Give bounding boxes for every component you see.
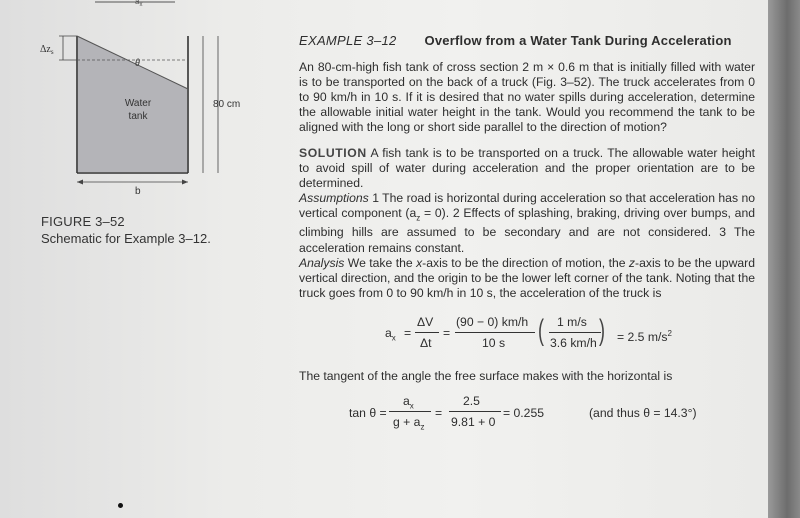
eq1-lhs-a: a: [385, 325, 392, 340]
assumptions-label: Assumptions: [299, 190, 369, 205]
solution-intro: [299, 146, 755, 191]
eq1-equals: =: [404, 325, 412, 340]
theta-label: θ: [135, 58, 140, 69]
analysis-text-c: -axis to be the upward vertical direction, and the origin to be the lower left corner of the tank. Noting that the truck goes from 0 to 90 km/h in 10 s, the acceleration of the truck is: [299, 255, 755, 300]
eq2-den-text: g + a: [393, 415, 421, 430]
eq1-frac1-line: [415, 332, 439, 333]
analysis-label: Analysis: [299, 255, 345, 270]
eq2-num-sub: x: [409, 401, 414, 411]
water-label: Water: [124, 98, 152, 109]
eq1-den-dt: Δt: [420, 335, 432, 350]
eq1-result: [617, 326, 672, 345]
example-label: EXAMPLE 3–12: [299, 33, 397, 48]
eq1-paren-left: (: [538, 313, 544, 347]
eq2-lhs: tan θ =: [349, 406, 387, 421]
eq2-num-a: a: [403, 394, 410, 409]
eq2-num-value: 2.5: [463, 394, 480, 409]
eq2-den-sub: z: [420, 422, 425, 432]
figure-caption-text: Schematic for Example 3–12.: [41, 231, 211, 246]
eq1-lhs: [385, 326, 396, 346]
delta-z-label: $\Delta z_s$: [40, 44, 54, 56]
eq1-equals-2: =: [443, 325, 451, 340]
eq1-result-sup: 2: [667, 328, 672, 338]
page-binding-edge: [768, 0, 800, 518]
assumption-2: 2 Effects of splashing, braking, driving over bumps, and climbing hills are assumed to be secondary and are not considered.: [299, 205, 756, 240]
assumption-1-sub: z: [416, 213, 421, 223]
eq1-frac2-line: [455, 332, 535, 333]
eq1-den-conv: 3.6 km/h: [550, 335, 597, 350]
width-arrow-right: [182, 180, 188, 185]
analysis-text-a: We take the: [347, 255, 417, 270]
assumption-1b: = 0).: [420, 205, 453, 220]
eq2-frac1-line: [389, 411, 431, 412]
eq1-frac3-line: [549, 332, 601, 333]
assumptions-paragraph: [299, 191, 755, 256]
eq1-den-time: 10 s: [482, 335, 506, 350]
problem-statement: An 80-cm-high fish tank of cross section 2 m × 0.6 m that is initially filled with water is to be transported on the back of a truck (Fig. 3–52). The truck accelerates from 0 to 90 km/h in 10 s. If it is desired that no water spills during acceleration, determine the allowable initial water height in the tank. Would you recommend the tank to be aligned with the long or short side parallel to the direction of motion?: [299, 60, 755, 135]
tangent-equation: [299, 394, 755, 432]
eq2-equals: =: [435, 406, 443, 421]
eq1-num-dv: ΔV: [417, 314, 434, 329]
solution-intro-text: A fish tank is to be transported on a truck. The allowable water height to avoid spill of water during acceleration and the proper orientation are to be determined.: [299, 145, 755, 190]
height-label: 80 cm: [213, 99, 241, 110]
analysis-x: x: [416, 255, 423, 270]
example-title: Overflow from a Water Tank During Acceleration: [424, 33, 732, 48]
eq2-den-value: 9.81 + 0: [451, 415, 496, 430]
width-arrow-left: [77, 180, 83, 185]
assumption-3: 3 The acceleration remains constant.: [299, 225, 755, 255]
eq2-result: = 0.255: [503, 406, 545, 421]
eq2-note: (and thus θ = 14.3°): [589, 406, 697, 421]
tank-schematic: [35, 0, 265, 205]
eq1-num-conv: 1 m/s: [557, 314, 587, 329]
analysis-paragraph: [299, 256, 755, 301]
figure-caption: [41, 213, 261, 247]
eq1-lhs-sub: x: [391, 333, 396, 343]
eq1-num-speed: (90 − 0) km/h: [456, 314, 529, 329]
tangent-sentence: The tangent of the angle the free surface makes with the horizontal is: [299, 368, 673, 383]
analysis-text-b: -axis to be the direction of motion, the: [422, 255, 629, 270]
eq1-result-value: = 2.5 m/s: [617, 330, 668, 344]
figure-number: FIGURE 3–52: [41, 214, 125, 229]
solution-label: SOLUTION: [299, 145, 367, 160]
width-label: b: [135, 186, 141, 197]
example-text-column: [299, 33, 755, 432]
eq2-frac2-line: [449, 411, 501, 412]
page-speck: [118, 503, 123, 508]
eq1-paren-right: ): [599, 313, 605, 347]
tank-label: tank: [128, 111, 148, 122]
analysis-z: z: [628, 255, 636, 270]
acceleration-equation: [299, 313, 755, 359]
assumption-1a: 1 The road is horizontal during acceleration so that acceleration has no vertical component (a: [299, 190, 756, 220]
eq2-den-g: [393, 415, 424, 435]
example-header: [299, 33, 755, 48]
accel-label: $a_x$: [135, 0, 143, 8]
